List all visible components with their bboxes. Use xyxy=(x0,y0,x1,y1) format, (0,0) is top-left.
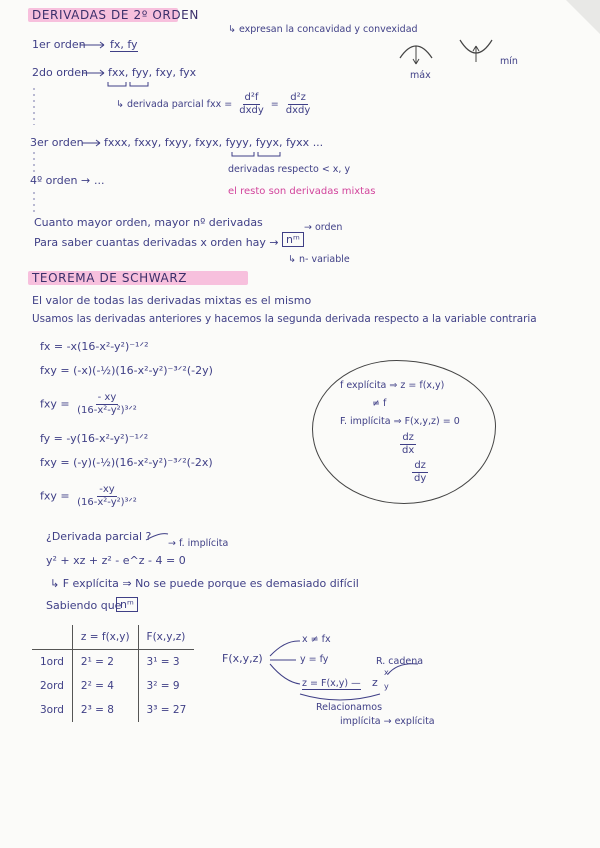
eq-fyx-step: fxy = (-y)(-½)(16-x²-y²)⁻³ᐟ²(-2x) xyxy=(40,456,213,469)
first-order-value: fx, fy xyxy=(110,38,138,51)
table-row xyxy=(32,698,194,722)
dzdy-num: dz xyxy=(414,460,426,471)
cloud-explicita: f explícita ⇒ z = f(x,y) xyxy=(340,380,445,391)
table-cell: 1ord xyxy=(32,650,72,675)
table-header-cell: F(x,y,z) xyxy=(138,625,194,650)
label-min: mín xyxy=(500,56,518,67)
eq3-num: - xy xyxy=(97,392,117,403)
note-explicita-dificil: ↳ F explícita ⇒ No se puede porque es demasiado difícil xyxy=(50,577,359,590)
label-f-implicita: → f. implícita xyxy=(168,538,229,549)
third-order-value: fxxx, fxxy, fxyy, fxyx, fyyy, fyyx, fyxx ... xyxy=(104,136,324,149)
table-cell: 2³ = 8 xyxy=(72,698,138,722)
schwarz-text-2: Usamos las derivadas anteriores y hacemos la segunda derivada respecto a la variable contraria xyxy=(32,313,537,325)
mixed-derivatives-note: el resto son derivadas mixtas xyxy=(228,186,376,197)
eq6-fraction xyxy=(75,484,139,509)
eq6-left: fxy = xyxy=(40,489,70,503)
dzdy-fraction xyxy=(412,460,428,485)
schwarz-text-1: El valor de todas las derivadas mixtas es el mismo xyxy=(32,294,312,307)
dzdx-num: dz xyxy=(402,432,414,443)
third-order-note: derivadas respecto < x, y xyxy=(228,164,351,175)
frac2-num: d²z xyxy=(290,92,306,103)
label-sabiendo-que: Sabiendo que xyxy=(46,599,122,612)
eq-fy: fy = -y(16-x²-y²)⁻¹ᐟ² xyxy=(40,432,149,445)
label-max: máx xyxy=(410,70,431,81)
label-r-cadena: R. cadena xyxy=(376,656,424,667)
third-order-label: 3er orden xyxy=(30,136,84,149)
eq6-den: (16-x²-y²)³ᐟ² xyxy=(77,497,137,508)
label-relacionamos: Relacionamos xyxy=(316,702,383,713)
eq3-left: fxy = xyxy=(40,397,70,411)
table-cell: 2ord xyxy=(32,674,72,698)
note-concavidad: ↳ expresan la concavidad y convexidad xyxy=(228,24,418,35)
partial-eq: = xyxy=(270,99,279,110)
table-header-cell xyxy=(32,625,72,650)
chain-zy: y xyxy=(384,682,389,691)
n-power-m-box: nᵐ xyxy=(282,232,304,247)
label-n-variable: ↳ n- variable xyxy=(288,254,350,265)
rule-mayor-orden: Cuanto mayor orden, mayor nº derivadas xyxy=(34,216,263,229)
eq3-den: (16-x²-y²)³ᐟ² xyxy=(77,405,137,416)
table-cell: 3² = 9 xyxy=(146,680,180,692)
partial-derivative-note xyxy=(116,92,314,117)
orders-table xyxy=(32,625,194,722)
chain-branch-x: x ≠ fx xyxy=(302,634,331,645)
eq-fxy-step: fxy = (-x)(-½)(16-x²-y²)⁻³ᐟ²(-2y) xyxy=(40,364,213,377)
question-derivada-parcial: ¿Derivada parcial ? xyxy=(46,530,152,543)
dzdx-fraction xyxy=(400,432,416,457)
table-row xyxy=(32,674,194,698)
fourth-order-dots: ... xyxy=(94,174,105,187)
eq-fxy-result xyxy=(40,392,141,417)
table-cell: 3ord xyxy=(32,698,72,722)
section-title-schwarz: TEOREMA DE SCHWARZ xyxy=(32,271,188,285)
fraction-2 xyxy=(284,92,313,117)
first-order-label: 1er orden xyxy=(32,38,86,51)
second-order-value: fxx, fyy, fxy, fyx xyxy=(108,66,197,79)
chain-branch-z: z = F(x,y) — xyxy=(302,678,361,689)
label-implicita-explicita: implícita → explícita xyxy=(340,716,435,727)
fourth-order-label: 4º orden → xyxy=(30,174,91,187)
table-cell: 2² = 4 xyxy=(72,674,138,698)
rule-cuantas-derivadas: Para saber cuantas derivadas x orden hay → xyxy=(34,236,279,249)
n-power-m-box-2: nᵐ xyxy=(116,597,138,612)
implicit-equation: y² + xz + z² - e^z - 4 = 0 xyxy=(46,554,186,567)
cloud-dzdx xyxy=(398,432,418,457)
table-cell: 3¹ = 3 xyxy=(146,656,180,668)
second-order-label: 2do orden xyxy=(32,66,88,79)
partial-text: ↳ derivada parcial fxx = xyxy=(116,99,233,110)
eq3-fraction xyxy=(75,392,139,417)
label-orden: → orden xyxy=(304,222,343,233)
frac1-num: d²f xyxy=(244,92,259,103)
table-header-cell: z = f(x,y) xyxy=(72,625,138,650)
section-title-derivadas: DERIVADAS DE 2º ORDEN xyxy=(32,8,199,22)
fraction-1 xyxy=(237,92,266,117)
frac1-den: dxdy xyxy=(239,105,264,116)
cloud-neq-f: ≠ f xyxy=(372,398,387,409)
table-row xyxy=(32,650,194,675)
chain-zx: x xyxy=(384,668,389,677)
cloud-dzdy xyxy=(410,460,430,485)
chain-branch-y: y = fy xyxy=(300,654,329,665)
eq-fx: fx = -x(16-x²-y²)⁻¹ᐟ² xyxy=(40,340,149,353)
eq-fyx-result xyxy=(40,484,141,509)
cloud-implicita: F. implícita ⇒ F(x,y,z) = 0 xyxy=(340,416,460,427)
table-cell: 2¹ = 2 xyxy=(72,650,138,675)
frac2-den: dxdy xyxy=(285,105,311,116)
dzdy-den: dy xyxy=(414,473,427,484)
chain-F: F(x,y,z) xyxy=(222,652,263,665)
eq6-num: -xy xyxy=(99,484,115,495)
dzdx-den: dx xyxy=(402,445,415,456)
table-header-row xyxy=(32,625,194,650)
table-cell: 3³ = 27 xyxy=(146,704,187,716)
chain-z: z xyxy=(372,676,378,689)
